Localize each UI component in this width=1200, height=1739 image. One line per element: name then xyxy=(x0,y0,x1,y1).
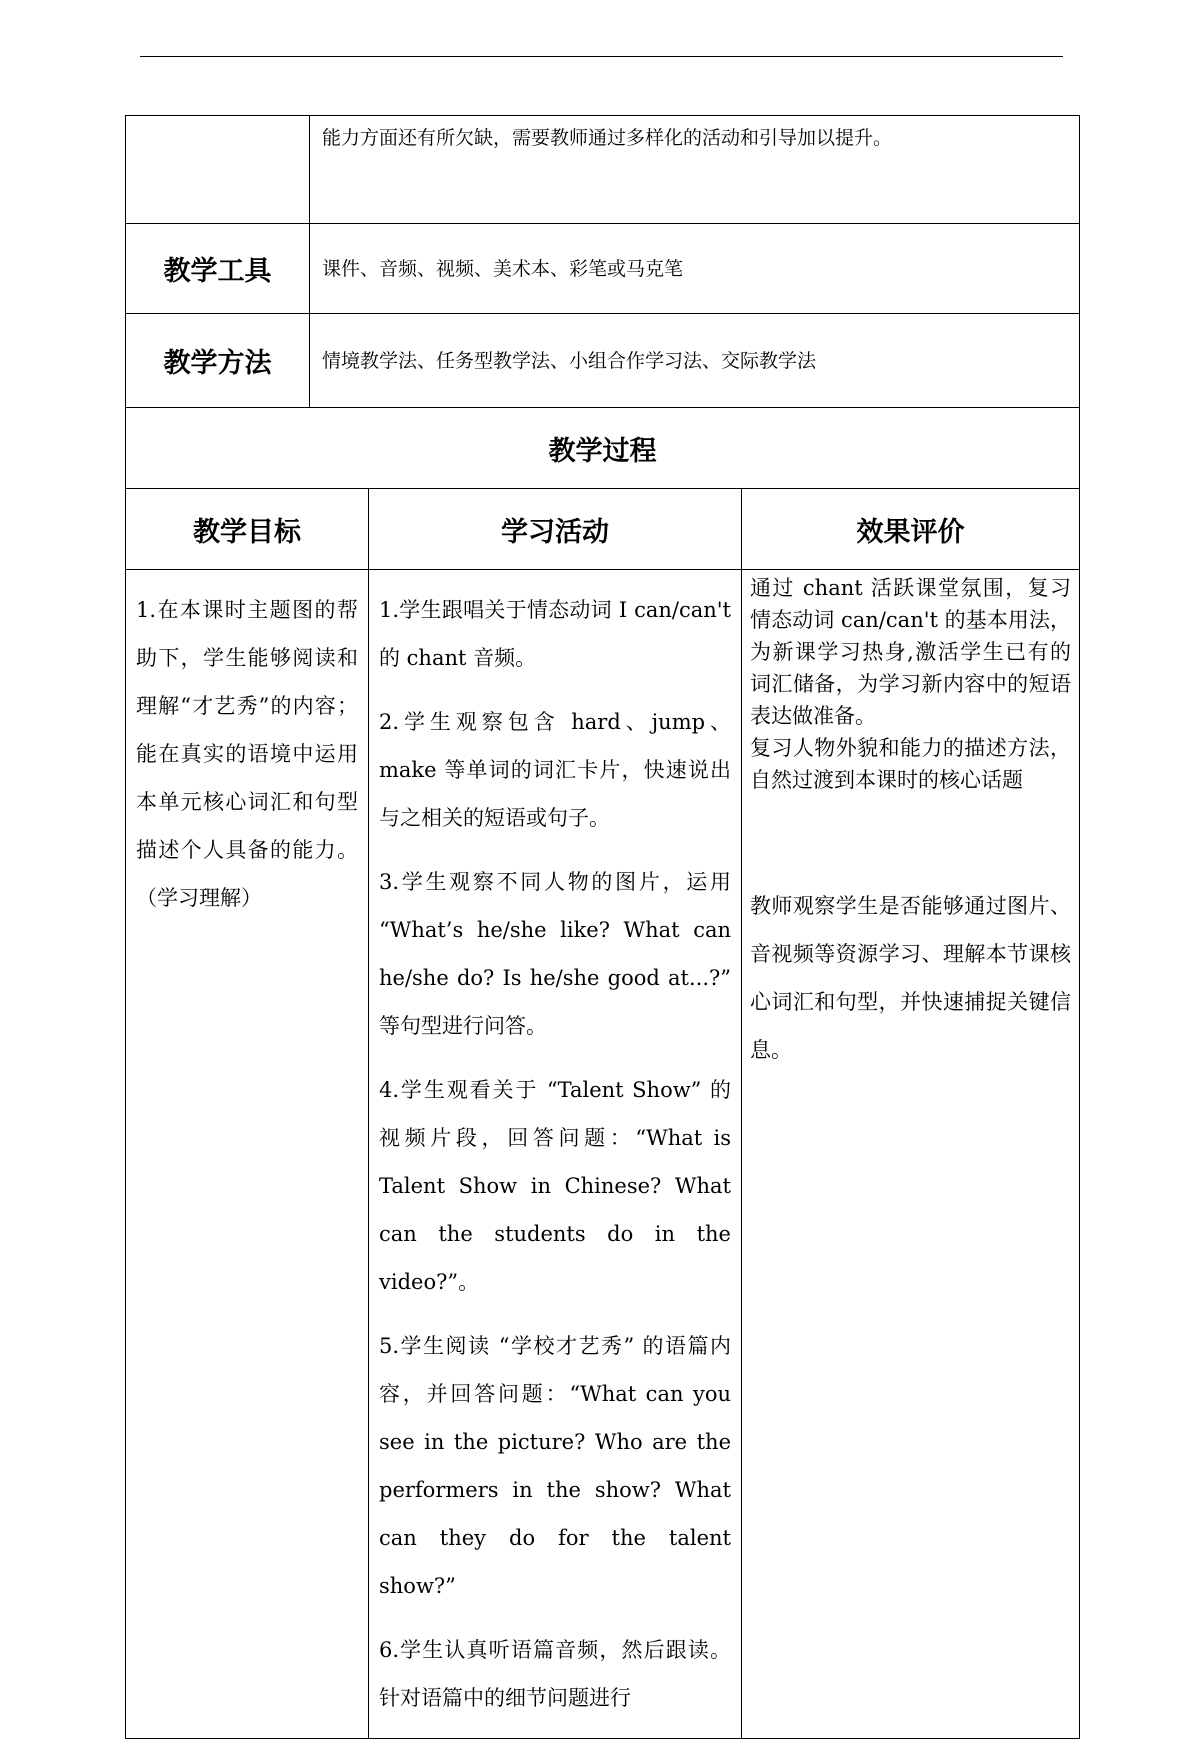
objective-cell xyxy=(126,570,369,1739)
activity-item: 4.学生观看关于 “Talent Show” 的视频片段，回答问题：“What is Talent Show in Chinese? What can the students do in the video?”。 xyxy=(379,1078,731,1294)
activity-item: 5.学生阅读 “学校才艺秀” 的语篇内容，并回答问题：“What can you see in the picture? Who are the performers in the show? What can they do for the talent show?” xyxy=(379,1334,731,1598)
column-header-row xyxy=(126,489,1080,570)
tools-value: 课件、音频、视频、美术本、彩笔或马克笔 xyxy=(310,224,1080,314)
activity-item: 3.学生观察不同人物的图片，运用 “What’s he/she like? What can he/she do? Is he/she good at...?” 等句型进行问答。 xyxy=(379,870,731,1038)
process-title-row xyxy=(126,408,1080,489)
process-content-row xyxy=(126,570,1080,1739)
process-title: 教学过程 xyxy=(126,408,1080,489)
methods-row xyxy=(126,314,1080,408)
lesson-plan-table xyxy=(125,115,1080,1739)
ability-text: 能力方面还有所欠缺，需要教师通过多样化的活动和引导加以提升。 xyxy=(310,116,1080,224)
methods-label: 教学方法 xyxy=(126,314,310,408)
ability-label-cell xyxy=(126,116,310,224)
column-header-objective: 教学目标 xyxy=(126,489,369,570)
tools-label: 教学工具 xyxy=(126,224,310,314)
header-rule xyxy=(140,56,1063,57)
evaluation-item: 通过 chant 活跃课堂氛围，复习情态动词 can/can't 的基本用法，为新课学习热身,激活学生已有的词汇储备，为学习新内容中的短语表达做准备。 xyxy=(750,576,1072,728)
evaluation-spacer xyxy=(750,796,1071,882)
activity-item: 6.学生认真听语篇音频，然后跟读。针对语篇中的细节问题进行 xyxy=(379,1638,731,1710)
methods-value: 情境教学法、任务型教学法、小组合作学习法、交际教学法 xyxy=(310,314,1080,408)
evaluation-item: 复习人物外貌和能力的描述方法，自然过渡到本课时的核心话题 xyxy=(750,736,1072,792)
ability-row xyxy=(126,116,1080,224)
column-header-evaluation: 效果评价 xyxy=(742,489,1080,570)
objective-text: 1.在本课时主题图的帮助下，学生能够阅读和理解“才艺秀”的内容；能在真实的语境中运用本单元核心词汇和句型描述个人具备的能力。（学习理解） xyxy=(136,598,358,910)
activity-item: 2.学生观察包含 hard、jump、make 等单词的词汇卡片，快速说出与之相关的短语或句子。 xyxy=(379,710,731,830)
evaluation-cell xyxy=(742,570,1080,1739)
column-header-activity: 学习活动 xyxy=(369,489,742,570)
tools-row xyxy=(126,224,1080,314)
evaluation-item: 教师观察学生是否能够通过图片、音视频等资源学习、理解本节课核心词汇和句型，并快速捕捉关键信息。 xyxy=(750,894,1072,1062)
activities-cell xyxy=(369,570,742,1739)
activity-item: 1.学生跟唱关于情态动词 I can/can't 的 chant 音频。 xyxy=(379,598,731,670)
